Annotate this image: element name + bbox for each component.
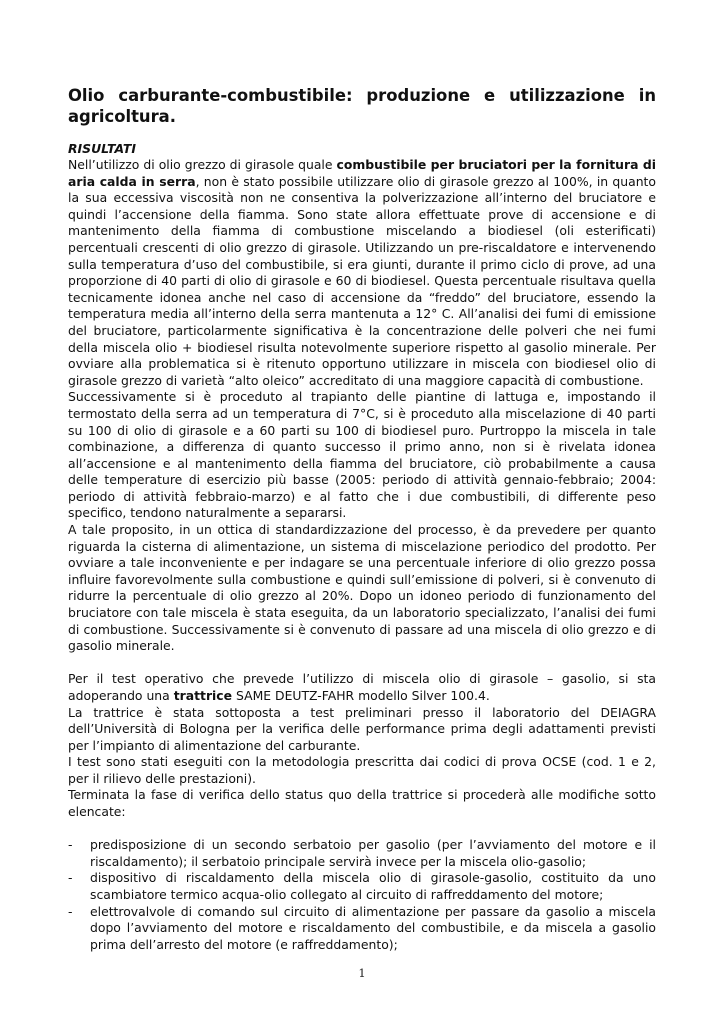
paragraph-7: Terminata la fase di verifica dello status quo della trattrice si procederà alle modifiche sotto elencate:: [68, 787, 656, 820]
paragraph-4-bold: trattrice: [173, 687, 233, 703]
paragraph-3: A tale proposito, in un ottica di standardizzazione del processo, è da prevedere per quanto riguarda la cisterna di alimentazione, un sistema di miscelazione periodico del prodotto. Per ovviare a tale inconveniente e per indagare se una percentuale inferiore di olio grezzo possa influire favorevolmente sulla combustione e quindi sull’emissione di polveri, si è convenuto di ridurre la percentuale di olio grezzo al 20%. Dopo un idoneo periodo di funzionamento del bruciatore con tale miscela è stata eseguita, da un laboratorio specializzato, l’analisi dei fumi di combustione. Successivamente si è convenuto di passare ad una miscela di olio grezzo e di gasolio minerale.: [68, 522, 656, 654]
paragraph-4-intro: Per il test operativo che prevede l’utilizzo di miscela olio di girasole – gasolio, si sta adoperando una: [68, 671, 656, 703]
list-item: [68, 870, 656, 903]
paragraph-6: I test sono stati eseguiti con la metodologia prescritta dai codici di prova OCSE (cod. 1 e 2, per il rilievo delle prestazioni).: [68, 754, 656, 786]
list-item-text: dispositivo di riscaldamento della miscela olio di girasole-gasolio, costituito da uno scambiatore termico acqua-olio collegato al circuito di raffreddamento del motore;: [90, 870, 656, 902]
list-item-text: elettrovalvole di comando sul circuito di alimentazione per passare da gasolio a miscela dopo l’avviamento del motore e riscaldamento del combustibile, e da miscela a gasolio prima dell’arresto del motore (e raffreddamento);: [90, 903, 656, 952]
document-title: Olio carburante-combustibile: produzione e utilizzazione in agricoltura.: [68, 86, 656, 126]
list-item: [68, 837, 656, 870]
paragraph-2: Successivamente si è proceduto al trapianto delle piantine di lattuga e, impostando il termostato della serra ad un temperatura di 7°C, si è proceduto alla miscelazione di 40 parti su 100 di olio di girasole e a 60 parti su 100 di biodiesel puro. Purtroppo la miscela in tale combinazione, a differenza di quanto successo il primo anno, non si è rivelata idonea all’accensione e al mantenimento della fiamma del bruciatore, ciò probabilmente a causa delle temperature di esercizio più basse (2005: periodo di attività gennaio-febbraio; 2004: periodo di attività febbraio-marzo) e al fatto che i due combustibili, di differente peso specifico, tendono naturalmente a separarsi.: [68, 389, 656, 521]
list-bullet: -: [68, 837, 73, 853]
page-number: 1: [358, 966, 366, 980]
spacer: [68, 655, 656, 672]
paragraph-5: La trattrice è stata sottoposta a test preliminari presso il laboratorio del DEIAGRA dell’Università di Bologna per la verifica delle performance prima degli adattamenti previsti per l’impianto di alimentazione del carburante.: [68, 704, 656, 753]
list-item: [68, 904, 656, 954]
document-page: [68, 86, 656, 953]
paragraph-1: [68, 157, 656, 389]
paragraph-1-bold: combustibile per bruciatori per la fornitura di aria calda in serra: [68, 157, 656, 189]
modification-list: [68, 837, 656, 953]
paragraph-4: [68, 671, 656, 704]
paragraph-4-rest: SAME DEUTZ-FAHR modello Silver 100.4.: [232, 687, 490, 703]
spacer: [68, 821, 656, 838]
paragraph-1-rest: , non è stato possibile utilizzare olio di girasole grezzo al 100%, in quanto la sua eccessiva viscosità non ne consentiva la polverizzazione all’interno del bruciatore e quindi l’accensione della fiamma. Sono state allora effettuate prove di accensione e di mantenimento della fiamma di combustione miscelando a biodiesel (oli esterificati) percentuali crescenti di olio grezzo di girasole. Utilizzando un pre-riscaldatore e intervenendo sulla temperatura d’uso del combustibile, si era giunti, durante il primo ciclo di prove, ad una proporzione di 40 parti di olio di girasole e 60 di biodiesel. Questa percentuale risultava quella tecnicamente idonea anche nel caso di accensione da “freddo” del bruciatore, essendo la temperatura media all’interno della serra mantenuta a 12° C. All’analisi dei fumi di emissione del bruciatore, particolarmente significativa è la concentrazione delle polveri che nei fumi della miscela olio + biodiesel risulta notevolmente superiore rispetto al gasolio minerale. Per ovviare alla problematica si è ritenuto opportuno utilizzare in miscela con biodiesel olio di girasole grezzo di varietà “alto oleico” accreditato di una maggiore capacità di combustione.: [68, 173, 656, 388]
list-bullet: -: [68, 903, 73, 919]
paragraph-1-intro: Nell’utilizzo di olio grezzo di girasole quale: [68, 157, 337, 172]
list-item-text: predisposizione di un secondo serbatoio per gasolio (per l’avviamento del motore e il riscaldamento); il serbatoio principale servirà invece per la miscela olio-gasolio;: [90, 837, 656, 869]
list-bullet: -: [68, 870, 73, 886]
section-heading: RISULTATI: [68, 141, 136, 156]
